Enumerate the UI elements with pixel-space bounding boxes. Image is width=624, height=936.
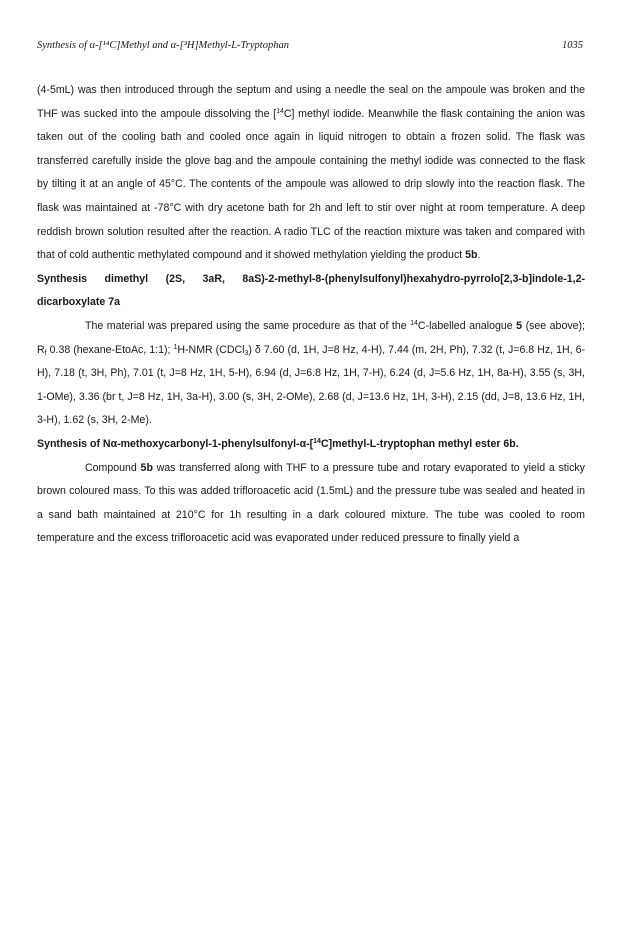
text-run: (see above); R	[37, 319, 585, 356]
superscript: 14	[276, 107, 284, 115]
compound-label: 5b	[140, 461, 153, 474]
text-run: H-NMR (CDCl	[177, 343, 245, 356]
text-run: Compound	[85, 461, 141, 474]
text-run: 0.38 (hexane-EtoAc, 1:1);	[46, 343, 174, 356]
text-run: C]methyl-L-tryptophan methyl ester 6b.	[320, 437, 519, 450]
page-body	[37, 79, 585, 551]
paragraph-7a	[37, 315, 585, 433]
text-run: The material was prepared using the same procedure as that of the	[85, 319, 411, 332]
paragraph-6b	[37, 457, 585, 551]
text-run: C] methyl iodide. Meanwhile the flask containing the anion was taken out of the cooling bath and cooled once again in liquid nitrogen to obtain a frozen solid. The flask was transferred carefully inside the glove bag and the ampoule containing the methyl iodide was connected to the flask by tilting it at an angle of 45°C. The contents of the ampoule was allowed to drip slowly into the reaction flask. The flask was maintained at -78°C with dry acetone bath for 2h and left to stir over night at room temperature. A deep reddish brown solution resulted after the reaction. A radio TLC of the reaction mixture was taken and compared with that of cold authentic methylated compound and it showed methylation yielding the product	[37, 107, 586, 262]
superscript: 1	[173, 343, 178, 351]
compound-label: 5	[516, 319, 523, 332]
paragraph-methylation	[37, 79, 585, 268]
superscript: 14	[410, 319, 418, 327]
superscript: 14	[313, 437, 321, 445]
subscript: 3	[244, 349, 249, 357]
text-run: .	[477, 249, 481, 262]
text-run: ) δ 7.60 (d, 1H, J=8 Hz, 4-H), 7.44 (m, 2H, Ph), 7.32 (t, J=6.8 Hz, 1H, 6-H), 7.18 (t, 3H, Ph), 7.01 (t, J=8 Hz, 1H, 5-H), 6.94 (d, J=6.8 Hz, 1H, 7-H), 6.24 (d, J=5.6 Hz, 1H, 8a-H), 3.55 (s, 3H, 1-OMe), 3.36 (br t, J=8 Hz, 1H, 3a-H), 3.00 (s, 3H, 2-OMe), 2.68 (d, J=13.6 Hz, 1H, 3-H), 2.15 (dd, J=8, 13.6 Hz, 1H, 3-H), 1.62 (s, 3H, 2-Me).	[37, 343, 585, 427]
running-title: Synthesis of α-[¹⁴C]Methyl and α-[³H]Methyl-L-Tryptophan	[37, 40, 289, 51]
subscript: f	[44, 349, 47, 357]
page-number: 1035	[562, 40, 583, 51]
running-header	[37, 40, 583, 56]
text-run: C-labelled analogue	[417, 319, 517, 332]
section-heading-6b	[37, 433, 585, 457]
section-heading-7a: Synthesis dimethyl (2S, 3aR, 8aS)-2-methyl-8-(phenylsulfonyl)hexahydro-pyrrolo[2,3-b]indole-1,2-dicarboxylate 7a	[37, 272, 585, 309]
text-run: was transferred along with THF to a pressure tube and rotary evaporated to yield a sticky brown coloured mass. To this was added trifloroacetic acid (1.5mL) and the pressure tube was sealed and heated in a sand bath maintained at 210°C for 1h resulting in a dark coloured mixture. The tube was cooled to room temperature and the excess trifloroacetic acid was evaporated under reduced pressure to finally yield a	[37, 461, 585, 545]
text-run: (4-5mL) was then introduced through the septum and using a needle the seal on the ampoule was broken and the THF was sucked into the ampoule dissolving the [	[37, 84, 585, 120]
text-run: Synthesis of Nα-methoxycarbonyl-1-phenylsulfonyl-α-[	[37, 437, 314, 450]
compound-label: 5b	[465, 249, 478, 262]
